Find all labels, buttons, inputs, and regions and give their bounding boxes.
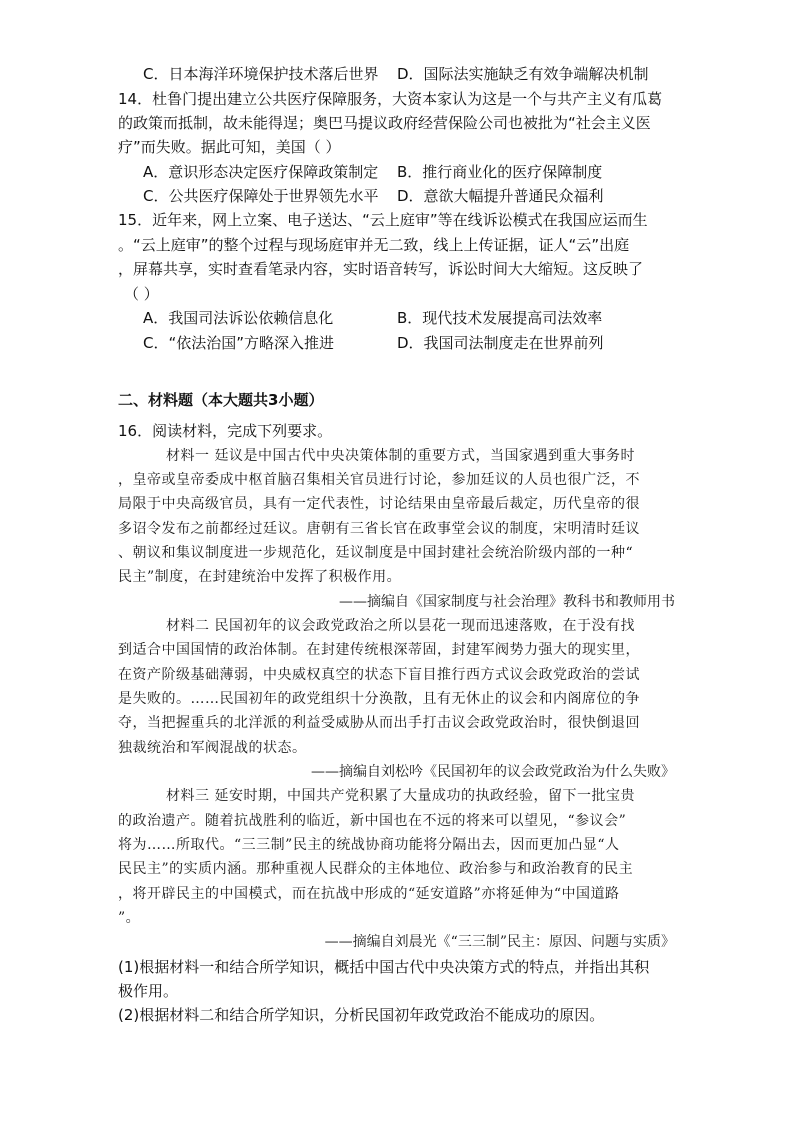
requirement-one-line: 极作用。 [118,982,179,1000]
material-two-source: ——摘编自刘松吟《民国初年的议会政党政治为什么失败》 [311,764,675,780]
q13-option-d: D．国际法实施缺乏有效争端解决机制 [397,65,649,83]
material-two-line: 材料二 民国初年的议会政党政治之所以昙花一现而迅速落败，在于没有找 [166,618,635,634]
q15-stem-line: 。“云上庭审”的整个过程与现场庭审并无二致，线上上传证据，证人“云”出庭 [118,236,630,254]
material-one-line: 材料一 廷议是中国古代中央决策体制的重要方式，当国家遇到重大事务时 [166,448,635,464]
q15-stem-line: 15．近年来，网上立案、电子送达、“云上庭审”等在线诉讼模式在我国应运而生 [118,211,648,229]
material-one-line: ，皇帝或皇帝委成中枢首脑召集相关官员进行讨论，参加廷议的人员也很广泛，不 [118,472,640,488]
q14-option-c: C．公共医疗保障处于世界领先水平 [143,187,379,205]
q16-intro: 16．阅读材料，完成下列要求。 [118,422,333,440]
q15-option-c: C．“依法治国”方略深入推进 [143,334,335,352]
q14-stem-line: 14．杜鲁门提出建立公共医疗保障服务，大资本家认为这是一个与共产主义有瓜葛 [118,90,663,108]
q15-option-d: D．我国司法制度走在世界前列 [397,334,604,352]
requirement-one-line: (1)根据材料一和结合所学知识，概括中国古代中央决策方式的特点，并指出其积 [118,958,650,976]
q13-option-c: C．日本海洋环境保护技术落后世界 [143,65,379,83]
q14-option-a: A．意识形态决定医疗保障政策制定 [143,163,379,181]
q14-option-d: D．意欲大幅提升普通民众福利 [397,187,604,205]
material-three-line: 的政治遗产。随着抗战胜利的临近，新中国也在不远的将来可以望见，“参议会” [118,813,627,829]
material-one-source: ——摘编自《国家制度与社会治理》教科书和教师用书 [339,594,675,610]
material-three-line: 民民主”的实质内涵。那种重视人民群众的主体地位、政治参与和政治教育的民主 [118,861,634,877]
material-one-line: 、朝议和集议制度进一步规范化，廷议制度是中国封建社会统治阶级内部的一种“ [118,545,634,561]
q15-option-b: B．现代技术发展提高司法效率 [397,309,603,327]
q15-option-a: A．我国司法诉讼依赖信息化 [143,309,334,327]
q14-option-b: B．推行商业化的医疗保障制度 [397,163,603,181]
q15-stem-line: ，屏幕共享，实时查看笔录内容，实时语音转写，诉讼时间大大缩短。这反映了 [118,260,644,278]
material-three-line: ，将开辟民主的中国模式，而在抗战中形成的“延安道路”亦将延伸为“中国道路 [118,886,620,902]
material-two-line: 独裁统治和军阀混战的状态。 [118,740,307,756]
material-three-line: ”。 [118,910,141,926]
requirement-two: (2)根据材料二和结合所学知识，分析民国初年政党政治不能成功的原因。 [118,1006,605,1024]
material-three-line: 将为……所取代。“三三制”民主的统战协商功能将分隔出去，因而更加凸显“人 [118,837,620,853]
material-two-line: 在资产阶级基础薄弱，中央威权真空的状态下盲目推行西方式议会政党政治的尝试 [118,667,640,683]
material-two-line: 夺，当把握重兵的北洋派的利益受威胁从而出手打击议会政党政治时，很快倒退回 [118,715,640,731]
material-two-line: 到适合中国国情的政治体制。在封建传统根深蒂固，封建军阀势力强大的现实里， [118,642,640,658]
material-three-line: 材料三 延安时期，中国共产党积累了大量成功的执政经验，留下一批宝贵 [166,788,635,804]
material-three-source: ——摘编自刘晨光《“三三制”民主：原因、问题与实质》 [324,934,675,950]
q14-stem-line: 疗”而失败。据此可知，美国（ ） [118,138,341,156]
material-one-line: 局限于中央高级官员，具有一定代表性，讨论结果由皇帝最后裁定，历代皇帝的很 [118,496,640,512]
section-heading: 二、材料题（本大题共3小题） [118,391,324,409]
material-two-line: 是失败的。……民国初年的政党组织十分涣散，且有无休止的议会和内阁席位的争 [118,691,640,707]
q14-stem-line: 的政策而抵制，故未能得逞；奥巴马提议政府经营保险公司也被批为“社会主义医 [118,114,651,132]
material-one-line: 多诏令发布之前都经过廷议。唐朝有三省长官在政事堂会议的制度，宋明清时廷议 [118,521,640,537]
q15-stem-line: （ ） [124,285,159,303]
material-one-line: 民主”制度，在封建统治中发挥了积极作用。 [118,569,402,585]
